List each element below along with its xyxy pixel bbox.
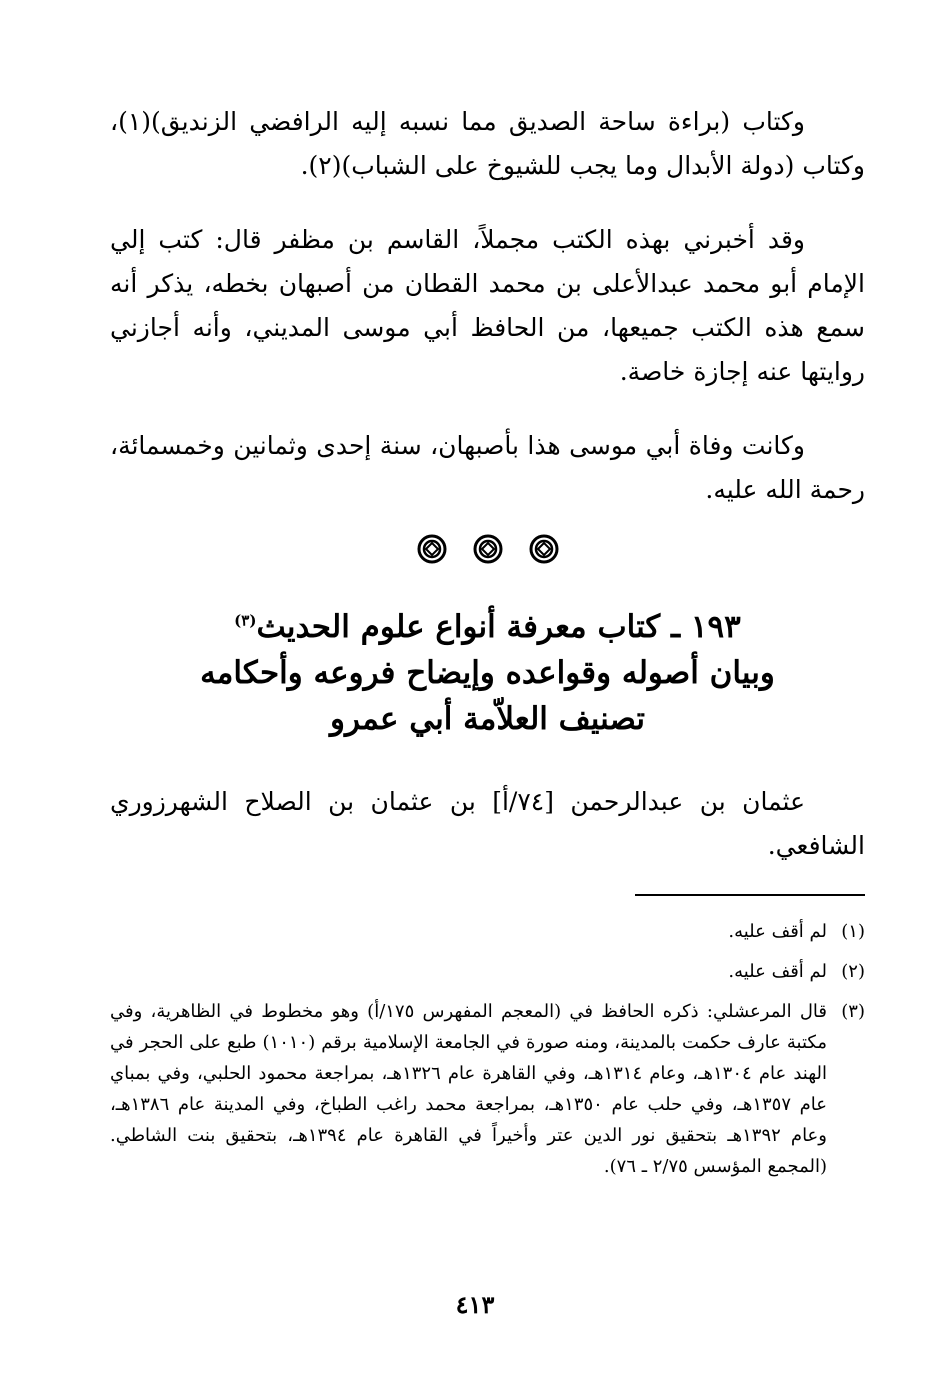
- heading-title: ١٩٣ ـ كتاب معرفة أنواع علوم الحديث: [256, 609, 741, 645]
- paragraph-author: عثمان بن عبدالرحمن [٧٤/أ] بن عثمان بن الصلاح الشهرزوري الشافعي.: [110, 787, 865, 860]
- paragraph-death-note: وكانت وفاة أبي موسى هذا بأصبهان، سنة إحدى وثمانين وخمسمائة، رحمة الله عليه.: [110, 431, 865, 504]
- page-number: ٤١٣: [455, 1290, 495, 1319]
- heading-line-2: وبيان أصوله وقواعده وإيضاح فروعه وأحكامه: [200, 655, 775, 691]
- footnote-separator: [635, 894, 865, 896]
- footnote-text: قال المرعشلي: ذكره الحافظ في (المعجم المفهرس ١٧٥/أ) وهو مخطوط في الظاهرية، وفي مكتبة عارف حكمت بالمدينة، ومنه صورة في الجامعة الإسلامية برقم (١٠١٠) طبع على الحجر في الهند عام ١٣٠٤هـ، وعام ١٣١٤هـ، وفي القاهرة عام ١٣٢٦هـ، بمراجعة محمود الحلبي، وفي بمباي عام ١٣٥٧هـ، وفي حلب عام ١٣٥٠هـ، بمراجعة محمد راغب الطباخ، وفي المدينة عام ١٣٨٦هـ، وعام ١٣٩٢هـ بتحقيق نور الدين عتر وأخيراً في القاهرة عام ١٣٩٤هـ، بتحقيق بنت الشاطي. (المجمع المؤسس ٢/٧٥ ـ ٧٦).: [110, 1001, 827, 1177]
- paragraph-chain-of-transmission: وقد أخبرني بهذه الكتب مجملاً، القاسم بن مظفر قال: كتب إلي الإمام أبو محمد عبدالأعلى بن محمد القطان من أصبهان بخطه، يذكر أنه سمع هذه الكتب جميعها، من الحافظ أبي موسى المديني، وأنه أجازني روايتها عنه إجازة خاصة.: [110, 225, 865, 386]
- footnote-text: لم أقف عليه.: [728, 921, 827, 942]
- page-body: [110, 100, 865, 1191]
- footnote-number: (٢): [841, 961, 865, 982]
- footnotes: [110, 916, 865, 1182]
- heading-line-1: [110, 604, 865, 650]
- footnote-item: [110, 916, 865, 947]
- footnote-item: [110, 996, 865, 1182]
- footnote-number: (١): [841, 921, 865, 942]
- section-divider-ornaments: [110, 534, 865, 564]
- ornament-icon: [473, 534, 503, 564]
- paragraph-book-titles: وكتاب (براءة ساحة الصديق مما نسبه إليه الرافضي الزنديق)(١)، وكتاب (دولة الأبدال وما يجب للشيوخ على الشباب)(٢).: [110, 107, 865, 180]
- ornament-icon: [417, 534, 447, 564]
- footnote-item: [110, 956, 865, 987]
- heading-line-3: تصنيف العلاّمة أبي عمرو: [330, 701, 645, 737]
- ornament-icon: [529, 534, 559, 564]
- heading-footnote-marker: (٣): [234, 611, 257, 630]
- footnote-number: (٣): [841, 1001, 865, 1022]
- section-heading: [110, 604, 865, 742]
- footnote-text: لم أقف عليه.: [728, 961, 827, 982]
